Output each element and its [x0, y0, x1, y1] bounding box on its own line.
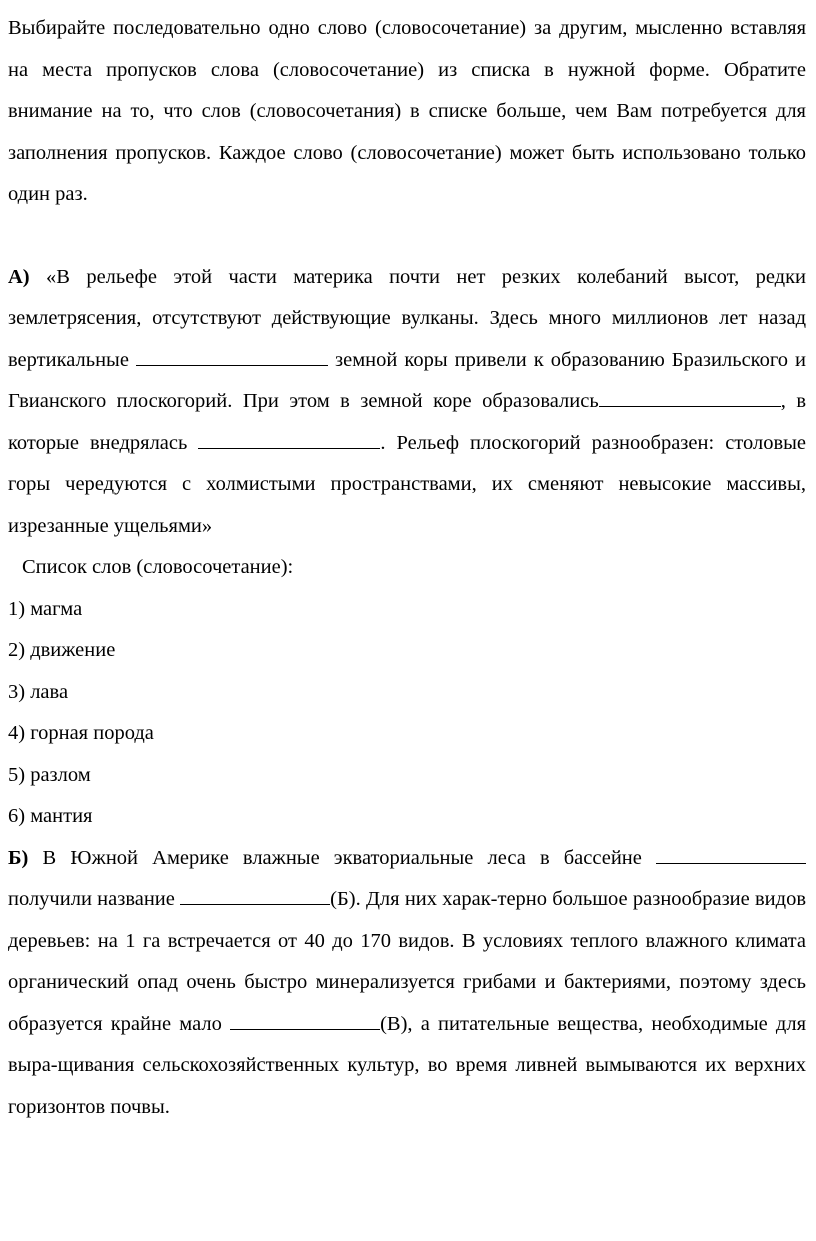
- list-item: 2) движение: [8, 639, 116, 661]
- list-item: 5) разлом: [8, 763, 91, 786]
- task-a-blank-3[interactable]: [198, 448, 380, 449]
- task-a-text-3: , в которые внедрялась: [8, 390, 806, 454]
- task-b-paragraph: [8, 838, 806, 1129]
- list-item: 4) горная порода: [8, 722, 154, 744]
- task-b-blank-2[interactable]: [180, 904, 330, 905]
- task-b-marker: Б): [8, 846, 29, 869]
- list-item: 1) магма: [8, 597, 83, 620]
- list-item: 3) лава: [8, 680, 69, 703]
- task-a-text-2: земной коры привели к образованию Бразильского и Гвианского плоскогорий. При этом в земной коре образовались: [8, 348, 806, 412]
- task-a-text-1: «В рельефе этой части материка почти нет резких колебаний высот, редки землетрясения, отсутствуют действующие вулканы. Здесь много миллионов лет назад вертикальные: [8, 265, 807, 371]
- task-a-text-4: . Рельеф плоскогорий разнообразен: столовые горы чередуются с холмистыми пространствами, их сменяют невысокие массивы, изрезанные ущельями»: [8, 431, 806, 537]
- task-b-text-3: (Б). Для них харак-терно большое разнообразие видов деревьев: на 1 га встречается от 40 до 170 видов. В условиях теплого влажного климата органический опад очень быстро минерализуется грибами и бактериями, поэтому здесь образуется крайне мало: [8, 888, 807, 1035]
- word-list-heading: Список слов (словосочетание):: [22, 556, 294, 578]
- task-a-blank-1[interactable]: [136, 365, 328, 366]
- task-b-text-4: (В), а питательные вещества, необходимые для выра-щивания сельскохозяйственных культур, во время ливней вымываются их верхних горизонтов почвы.: [8, 1012, 806, 1118]
- task-b-text-1: В Южной Америке влажные экваториальные леса в бассейне: [42, 846, 642, 869]
- task-a-paragraph: [8, 257, 806, 548]
- list-item: 6) мантия: [8, 805, 93, 827]
- paragraph-spacer-1: [8, 216, 806, 257]
- task-a-marker: А): [8, 265, 30, 288]
- task-b-blank-1[interactable]: [656, 863, 806, 864]
- intro-paragraph: Выбирайте последовательно одно слово (словосочетание) за другим, мысленно вставляя на места пропусков слова (словосочетание) из списка в нужной форме. Обратите внимание на то, что слов (словосочетания) в списке больше, чем Вам потребуется для заполнения пропусков. Каждое слово (словосочетание) может быть использовано только один раз.: [8, 17, 806, 205]
- task-a-blank-2[interactable]: [599, 406, 781, 407]
- task-b-blank-3[interactable]: [230, 1029, 380, 1030]
- task-b-text-2: получили название: [8, 888, 175, 910]
